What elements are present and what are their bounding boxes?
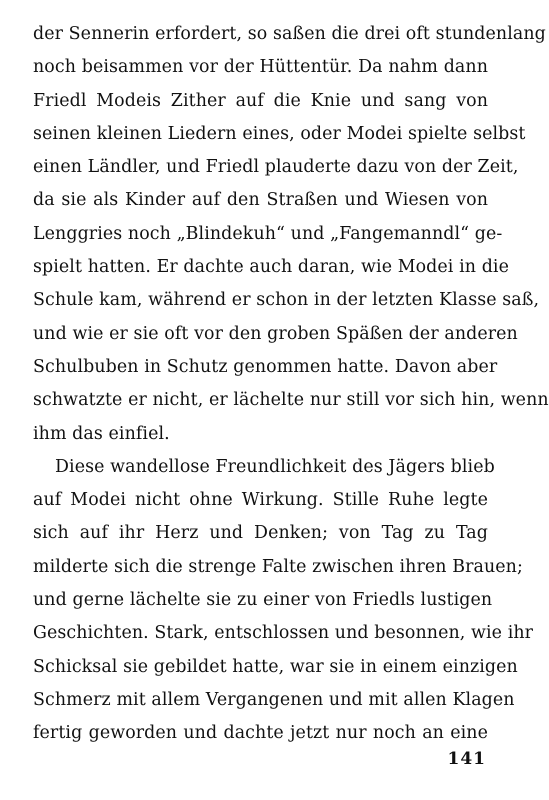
text-line: Diese wandellose Freundlichkeit des Jägers blieb [55,456,495,477]
text-line: Friedl Modeis Zither auf die Knie und sang von [33,90,488,111]
paragraph-2 [33,451,534,751]
text-line: Geschichten. Stark, entschlossen und besonnen, wie ihr [33,623,534,644]
text-line: einen Ländler, und Friedl plauderte dazu von der Zeit, [33,157,519,178]
text-line: noch beisammen vor der Hüttentür. Da nahm dann [33,57,488,78]
text-line: fertig geworden und dachte jetzt nur noch an eine [33,723,488,744]
text-line: Schulbuben in Schutz genommen hatte. Davon aber [33,356,498,377]
text-line: der Sennerin erfordert, so saßen die drei oft stundenlang [33,24,546,44]
text-line: Lenggries noch „Blindekuh“ und „Fangemanndl“ ge- [33,223,503,244]
text-line: schwatzte er nicht, er lächelte nur still vor sich hin, wenn [33,390,549,411]
text-line: Schicksal sie gebildet hatte, war sie in einem einzigen [33,656,518,677]
text-line: auf Modei nicht ohne Wirkung. Stille Ruhe legte [33,490,488,511]
text-line: Schmerz mit allem Vergangenen und mit allen Klagen [33,689,515,710]
text-line: milderte sich die strenge Falte zwischen ihren Brauen; [33,556,523,577]
text-line: spielt hatten. Er dachte auch daran, wie Modei in die [33,257,509,278]
text-line: da sie als Kinder auf den Straßen und Wiesen von [33,190,488,211]
paragraph-1 [33,18,549,451]
book-page [33,18,549,778]
text-line: und wie er sie oft vor den groben Späßen der anderen [33,323,518,344]
text-line: seinen kleinen Liedern eines, oder Modei spielte selbst [33,123,526,144]
page-number: 141 [447,749,486,769]
text-line: und gerne lächelte sie zu einer von Friedls lustigen [33,590,493,611]
text-line: sich auf ihr Herz und Denken; von Tag zu Tag [33,523,488,544]
text-line: ihm das einfiel. [33,423,170,444]
text-line: Schule kam, während er schon in der letzten Klasse saß, [33,290,540,311]
